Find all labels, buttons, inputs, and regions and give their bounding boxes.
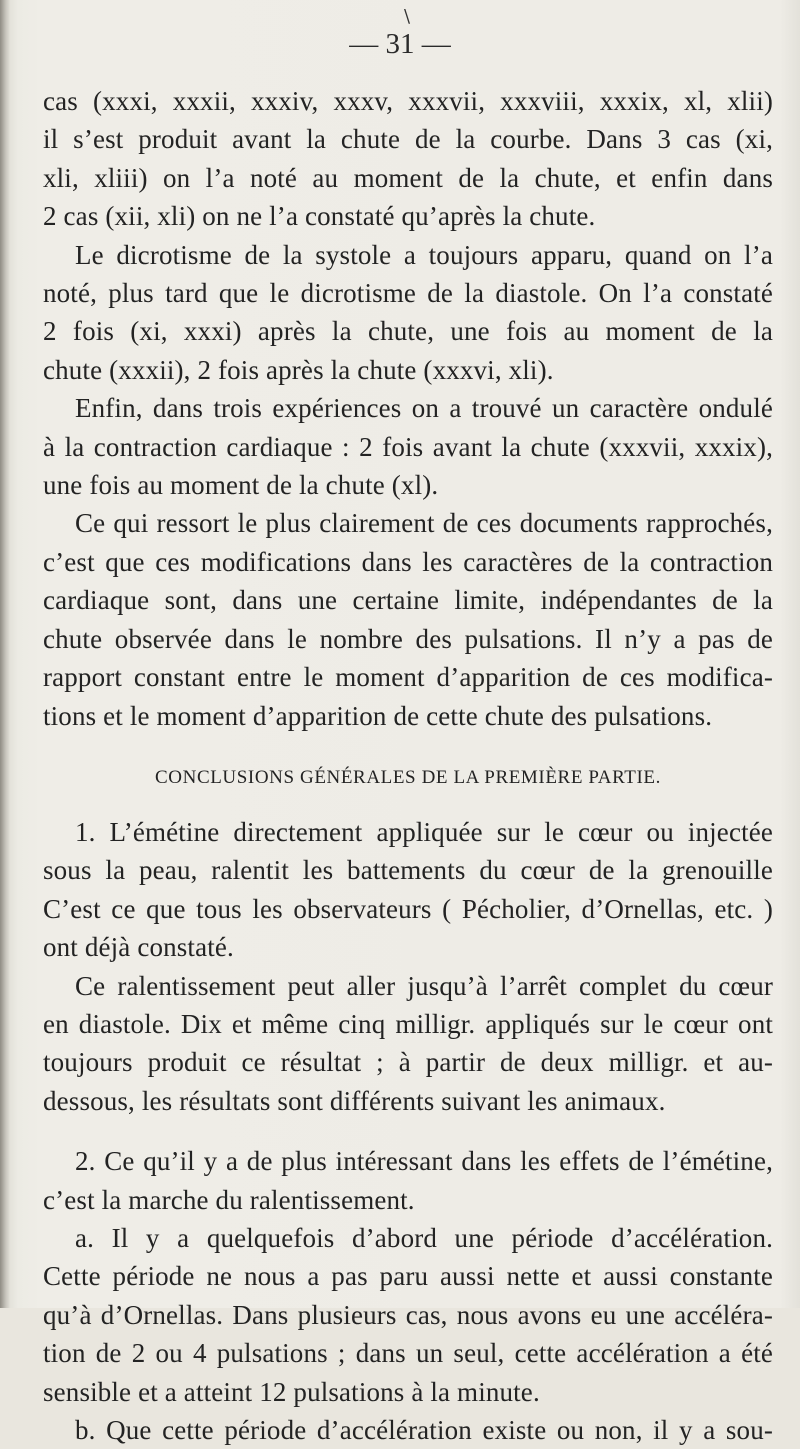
text-line: rapport constant entre le moment d’apparition de ces modifica- [43,662,773,693]
text-line: c’est que ces modifications dans les caractères de la contraction [43,546,773,577]
text-line: 2 cas (xii, xli) on ne l’a constaté qu’après la chute. [43,201,596,232]
top-mark: \ [404,6,411,27]
text-line: cas (xxxi, xxxii, xxxiv, xxxv, xxxvii, xxxviii, xxxix, xl, xlii) [43,86,773,116]
text-line: Enfin, dans trois expériences on a trouvé un caractère ondulé [75,393,773,424]
text-line: noté, plus tard que le dicrotisme de la diastole. On l’a constaté [43,278,773,309]
text-line: sous la peau, ralentit les battements du cœur de la grenouille [43,855,773,886]
text-line: sensible et a atteint 12 pulsations à la minute. [43,1376,540,1407]
text-line: b. Que cette période d’accélération existe ou non, il y a sou- [75,1415,773,1445]
text-line: C’est ce que tous les observateurs ( Pécholier, d’Ornellas, etc. ) [43,893,773,924]
section-heading: CONCLUSIONS GÉNÉRALES DE LA PREMIÈRE PARTIE. [155,766,661,788]
text-line: Ce ralentissement peut aller jusqu’à l’arrêt complet du cœur [75,970,773,1001]
text-line: c’est la marche du ralentissement. [43,1184,415,1215]
text-line: qu’à d’Ornellas. Dans plusieurs cas, nous avons eu une accéléra- [43,1299,773,1330]
text-line: tions et le moment d’apparition de cette chute des pulsations. [43,700,713,731]
text-line: en diastole. Dix et même cinq milligr. appliqués sur le cœur ont [43,1008,773,1039]
text-line: tion de 2 ou 4 pulsations ; dans un seul, cette accélération a été [43,1338,773,1369]
text-line: 1. L’émétine directement appliquée sur le cœur ou injectée [75,816,773,847]
text-line: une fois au moment de la chute (xl). [43,470,439,501]
text-line: il s’est produit avant la chute de la courbe. Dans 3 cas (xi, [43,124,773,155]
text-line: chute observée dans le nombre des pulsations. Il n’y a pas de [43,623,773,654]
text-line: dessous, les résultats sont différents suivant les animaux. [43,1085,666,1116]
text-line: toujours produit ce résultat ; à partir de deux milligr. et au- [43,1047,773,1078]
text-line: xli, xliii) on l’a noté au moment de la chute, et enfin dans [43,162,773,193]
text-line: ont déjà constaté. [43,932,234,963]
text-line: à la contraction cardiaque : 2 fois avant la chute (xxxvii, xxxix), [43,431,773,462]
text-line: Cette période ne nous a pas paru aussi nette et aussi constante [43,1261,773,1292]
text-line: a. Il y a quelquefois d’abord une période d’accélération. [75,1222,773,1253]
text-line: cardiaque sont, dans une certaine limite, indépendantes de la [43,585,773,616]
text-line: chute (xxxii), 2 fois après la chute (xxxvi, xli). [43,354,554,385]
text-line: Ce qui ressort le plus clairement de ces documents rapprochés, [75,508,773,539]
page-binding-edge [0,0,10,1308]
paragraph-gap [43,1120,773,1142]
page-number: — 31 — [349,28,451,60]
text-line: 2 fois (xi, xxxi) après la chute, une fois au moment de la [43,316,773,347]
text-line: Le dicrotisme de la systole a toujours apparu, quand on l’a [75,239,773,270]
text-line: 2. Ce qu’il y a de plus intéressant dans les effets de l’émétine, [75,1146,773,1177]
page-body [43,82,773,1449]
